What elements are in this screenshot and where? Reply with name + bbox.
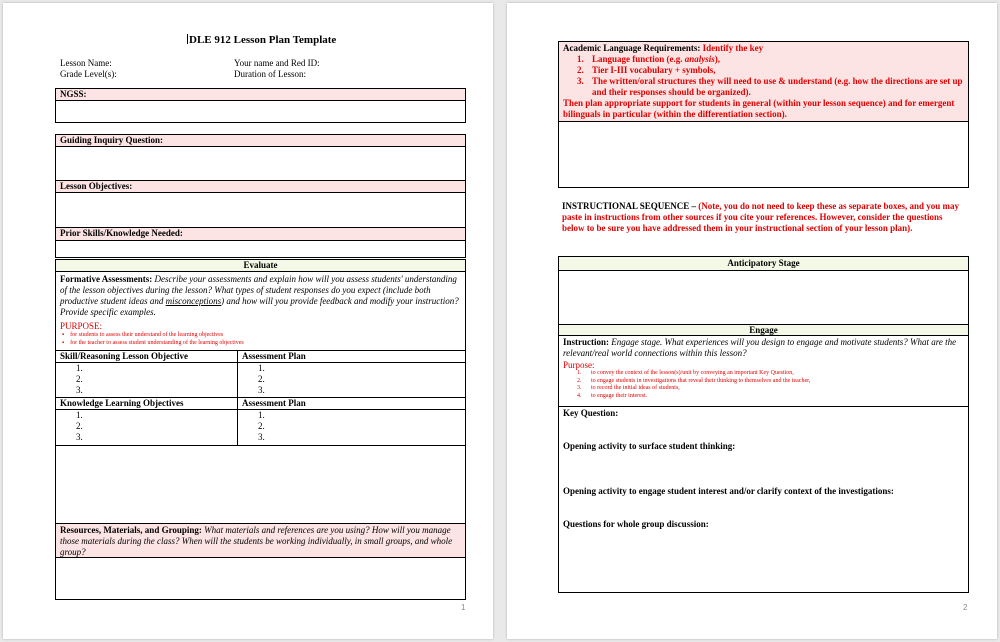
page-number: 1	[461, 603, 466, 612]
evaluate-header: Evaluate	[56, 260, 465, 272]
list-item: 3. The written/oral structures they will need to use & understand (e.g. how the directions are set up and their responses should be organized).	[577, 76, 963, 97]
engage-purpose-label: Purpose:	[563, 360, 595, 370]
prior-skills-header: Prior Skills/Knowledge Needed:	[56, 227, 465, 241]
divider	[559, 406, 968, 407]
grade-level-field[interactable]: Grade Level(s):	[60, 69, 117, 79]
knowledge-assessment-header: Assessment Plan	[242, 398, 306, 408]
list-item: 1. to convey the context of the lesson(s)/unit by conveying an important Key Question,	[577, 370, 794, 376]
instruction-stages-box[interactable]	[558, 256, 969, 593]
your-name-field[interactable]: Your name and Red ID:	[234, 58, 320, 68]
list-item: 4. to engage their interest.	[577, 392, 648, 399]
text-cursor	[187, 34, 188, 44]
guiding-question-header: Guiding Inquiry Question:	[56, 135, 465, 147]
list-item: 2. to engage students in investigations that reveal their thinking to themselves and the teacher,	[577, 377, 811, 384]
resources-header[interactable]: Resources, Materials, and Grouping: What materials and references are you using? How will you manage those materials during the class? When will the students be working individually, in small groups, and whole group?	[56, 523, 465, 558]
purpose-list	[62, 332, 244, 347]
whole-group-questions-label[interactable]: Questions for whole group discussion:	[563, 519, 709, 529]
formative-assessments-text[interactable]: Formative Assessments: Describe your assessments and explain how will you assess students' understanding of the lesson objectives during the lesson? What types of student responses do you expect (include both productive student ideas and misconceptions) and how will you provide feedback and modify your instruction? Provide specific examples.	[60, 274, 459, 317]
instruction-text[interactable]: Instruction: Engage stage. What experiences will you design to engage and motivate students? What are the relevant/real world connections within this lesson?	[563, 337, 957, 358]
column-divider	[237, 350, 238, 445]
list-item: 1. Language function (e.g. analysis),	[577, 54, 721, 64]
page-2	[507, 3, 997, 639]
key-question-label[interactable]: Key Question:	[563, 408, 619, 418]
engage-purpose-list	[577, 370, 810, 400]
ngss-box[interactable]	[55, 88, 466, 123]
skill-assessment-header: Assessment Plan	[242, 351, 306, 361]
evaluate-box[interactable]	[55, 259, 466, 600]
opening-activity-thinking-label[interactable]: Opening activity to surface student thinking:	[563, 441, 736, 451]
list-item: 2. Tier I-III vocabulary + symbols,	[577, 65, 716, 75]
opening-activity-interest-label[interactable]: Opening activity to engage student interest and/or clarify context of the investigations:	[563, 486, 894, 496]
ngss-header: NGSS:	[56, 89, 465, 101]
list-item: 3. to record the initial ideas of students,	[577, 385, 680, 391]
anticipatory-stage-header: Anticipatory Stage	[559, 257, 968, 271]
document-title[interactable]: DLE 912 Lesson Plan Template	[189, 34, 337, 46]
skill-assessment-list[interactable]: 1. 2. 3.	[258, 363, 265, 395]
page-number: 2	[963, 603, 968, 612]
list-item: ▪ for the teacher to assess student understanding of the learning objectives	[62, 339, 244, 346]
duration-field[interactable]: Duration of Lesson:	[234, 69, 306, 79]
knowledge-assessment-list[interactable]: 1. 2. 3.	[258, 410, 265, 442]
guiding-objectives-box[interactable]	[55, 134, 466, 258]
divider	[56, 445, 465, 446]
academic-language-box[interactable]	[558, 41, 969, 188]
skill-objective-list[interactable]: 1. 2. 3.	[76, 363, 83, 395]
knowledge-objective-list[interactable]: 1. 2. 3.	[76, 410, 83, 442]
purpose-label: PURPOSE:	[60, 321, 103, 331]
page-1	[3, 3, 493, 639]
list-item: ▪ for students to assess their understand of the learning objectives	[62, 332, 224, 338]
lesson-objectives-header: Lesson Objectives:	[56, 180, 465, 193]
knowledge-objective-header: Knowledge Learning Objectives	[60, 398, 184, 408]
lesson-name-field[interactable]: Lesson Name:	[60, 58, 112, 68]
instructional-sequence-text: INSTRUCTIONAL SEQUENCE – (Note, you do not need to keep these as separate boxes, and you may paste in instructions from other sources if you cite your references. However, consider the questions below to be sure you have addressed them in your instructional section of your lesson plan).	[562, 201, 960, 233]
skill-objective-header: Skill/Reasoning Lesson Objective	[60, 351, 189, 361]
engage-header: Engage	[559, 324, 968, 336]
academic-language-header: Academic Language Requirements: Identify the key 1. Language function (e.g. analysis), 2. Tier I-III vocabulary + symbols, 3. The written/oral structures they will need to use & understand (e.g. how the directions are set up and their responses should be organized). Then plan appropriate support for students in general (within your lesson sequence) and for emergent bilinguals in particular (within the differentiation section).	[559, 42, 968, 122]
